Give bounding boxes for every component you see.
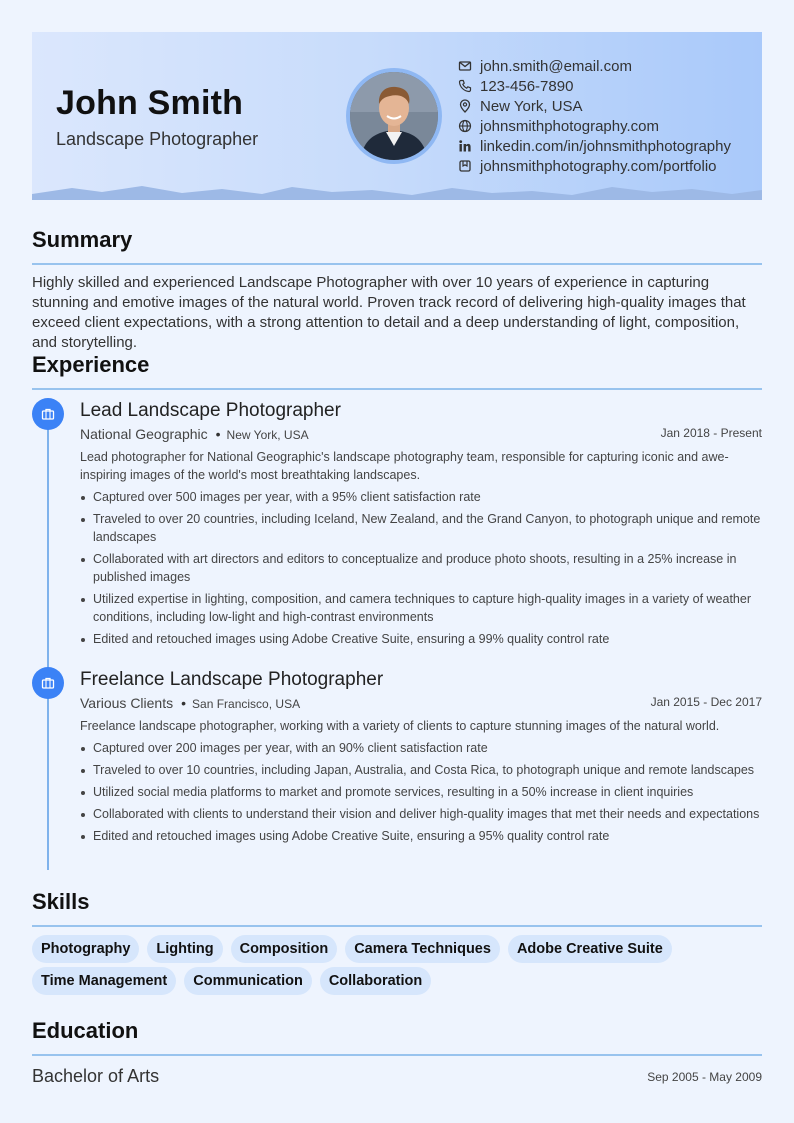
job-date: Jan 2018 - Present [660,426,762,440]
contact-location-text: New York, USA [480,97,583,115]
education-heading: Education [32,1018,139,1043]
job-meta [80,426,762,448]
job-company: Various Clients [80,695,174,711]
contact-linkedin[interactable] [458,136,731,156]
summary-heading: Summary [32,227,133,252]
job-entry [80,398,762,652]
job-entry [80,667,762,849]
list-item: Captured over 200 images per year, with an 90% client satisfaction rate [80,739,762,757]
separator-dot: • [181,695,187,711]
list-item: Captured over 500 images per year, with a 95% client satisfaction rate [80,488,762,506]
skill-chip: Communication [184,967,312,995]
portrait-image [350,72,438,160]
contact-email[interactable] [458,56,731,76]
summary-text: Highly skilled and experienced Landscape Photographer with over 10 years of experience in capturing stunning and emotive images of the natural world. Proven track record of delivering high-quality images that exceed client expectations, with a strong attention to detail and a deep understanding of light, composition, and storytelling. [32,274,746,351]
header-banner [32,32,762,200]
job-date: Jan 2015 - Dec 2017 [650,695,762,709]
mail-icon [458,59,472,73]
skill-chip: Photography [32,935,139,963]
job-description: Lead photographer for National Geographic's landscape photography team, responsible for capturing iconic and awe-inspiring images of the world's most breathtaking landscapes. [80,450,729,482]
list-item: Edited and retouched images using Adobe Creative Suite, ensuring a 99% quality control rate [80,630,762,648]
contact-location [458,96,731,116]
mountain-silhouette [32,182,762,200]
skill-chip: Time Management [32,967,176,995]
contact-phone-text: 123-456-7890 [480,77,574,95]
list-item: Traveled to over 20 countries, including Iceland, New Zealand, and the Grand Canyon, to photograph unique and remote landscapes [80,510,762,546]
education-divider [32,1054,762,1056]
job-1-marker [32,398,64,430]
skill-chip: Composition [231,935,338,963]
contact-portfolio[interactable] [458,156,731,176]
job-title: Freelance Landscape Photographer [80,669,384,690]
phone-icon [458,79,472,93]
linkedin-icon [458,139,472,153]
profile-photo [346,68,442,164]
summary-divider [32,263,762,265]
job-location: San Francisco, USA [192,697,301,711]
contact-list [458,56,731,176]
experience-heading: Experience [32,352,150,377]
job-meta [80,695,762,717]
skill-chip: Collaboration [320,967,431,995]
education-date: Sep 2005 - May 2009 [647,1070,762,1084]
skills-list [32,935,762,999]
list-item: Collaborated with clients to understand their vision and deliver high-quality images that met their needs and expectations [80,805,762,823]
contact-website[interactable] [458,116,731,136]
contact-email-text: john.smith@email.com [480,57,632,75]
list-item: Edited and retouched images using Adobe Creative Suite, ensuring a 95% quality control rate [80,827,762,845]
portfolio-icon [458,159,472,173]
contact-phone[interactable] [458,76,731,96]
job-title: Lead Landscape Photographer [80,400,341,421]
skill-chip: Adobe Creative Suite [508,935,672,963]
timeline-line [47,414,49,870]
skills-divider [32,925,762,927]
candidate-title: Landscape Photographer [56,129,259,149]
job-2-marker [32,667,64,699]
contact-website-text: johnsmithphotography.com [480,117,659,135]
experience-divider [32,388,762,390]
briefcase-icon [41,407,55,421]
separator-dot: • [215,426,221,442]
list-item: Utilized social media platforms to market and promote services, resulting in a 50% increase in client inquiries [80,783,762,801]
job-achievements [80,739,762,845]
job-company: National Geographic [80,426,208,442]
skills-heading: Skills [32,889,90,914]
briefcase-icon [41,676,55,690]
location-pin-icon [458,99,472,113]
contact-portfolio-text: johnsmithphotography.com/portfolio [480,157,717,175]
contact-linkedin-text: linkedin.com/in/johnsmithphotography [480,137,731,155]
list-item: Traveled to over 10 countries, including Japan, Australia, and Costa Rica, to photograph unique and remote landscapes [80,761,762,779]
education-degree: Bachelor of Arts [32,1066,160,1086]
skill-chip: Lighting [147,935,222,963]
job-achievements [80,488,762,648]
candidate-name: John Smith [56,84,244,122]
list-item: Utilized expertise in lighting, composition, and camera techniques to capture high-quality images in a variety of weather conditions, including low-light and high-contrast environments [80,590,762,626]
job-location: New York, USA [226,428,309,442]
job-description: Freelance landscape photographer, working with a variety of clients to capture stunning images of the natural world. [80,719,720,733]
list-item: Collaborated with art directors and editors to conceptualize and produce photo shoots, resulting in a 25% increase in published images [80,550,762,586]
globe-icon [458,119,472,133]
skill-chip: Camera Techniques [345,935,500,963]
